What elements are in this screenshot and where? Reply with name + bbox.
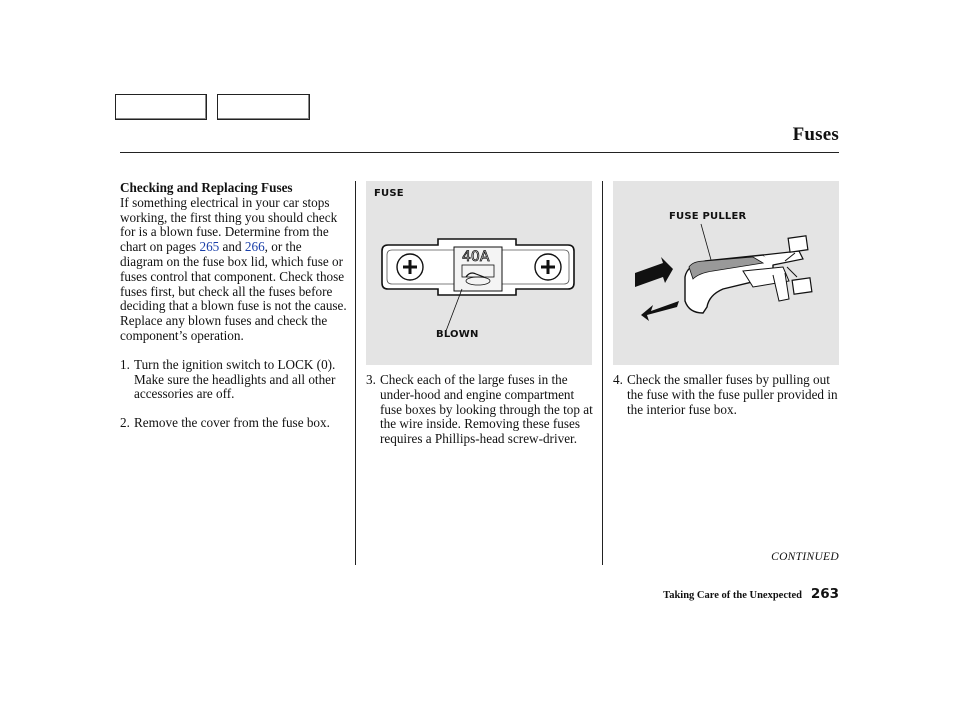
page-number: 263 [810, 586, 839, 602]
label-blown: BLOWN [436, 329, 479, 340]
fuse-puller-figure [613, 181, 839, 365]
title-rule [120, 152, 839, 153]
nav-button-2[interactable] [217, 94, 310, 120]
nav-button-1[interactable] [115, 94, 207, 120]
step-2 [120, 416, 348, 431]
intro-paragraph [120, 196, 348, 344]
intro-text-b: , or the diagram on the fuse box lid, which fuse or fuses control that component. Check those fuses first, but check all the fuses before deciding that a blown fuse is not the cause. Replace any blown fuses and check the component’s operation. [120, 239, 347, 343]
step-text: Check the smaller fuses by pulling out the fuse with the fuse puller provided in the interior fuse box. [627, 372, 838, 417]
column-divider-2 [602, 181, 603, 565]
section-heading: Checking and Replacing Fuses [120, 180, 293, 195]
fuse-figure [366, 181, 592, 365]
step-text: Remove the cover from the fuse box. [134, 415, 330, 431]
column-3-text [613, 373, 839, 417]
step-text: Check each of the large fuses in the under-hood and engine compartment fuse boxes by looking through the top at the wire inside. Removing these fuses requires a Phillips-head screw-driver. [380, 372, 593, 447]
intro-text-a: If something electrical in your car stops working, the first thing you should check for is a blown fuse. Determine from the chart on pages [120, 194, 338, 255]
fuse-puller-illustration [613, 181, 839, 365]
fuse-rating-text: 40A [462, 249, 490, 265]
footer-section-title: Taking Care of the Unexpected [663, 590, 802, 601]
column-1 [120, 181, 348, 431]
continued-label: CONTINUED [771, 551, 839, 563]
column-divider-1 [355, 181, 356, 565]
page-title: Fuses [792, 124, 839, 145]
step-3 [366, 373, 594, 447]
page-link-265[interactable]: 265 [199, 239, 220, 255]
step-number: 3. [366, 372, 376, 387]
step-4 [613, 373, 839, 417]
step-1 [120, 358, 348, 402]
step-number: 4. [613, 372, 623, 387]
step-number: 2. [120, 415, 130, 431]
column-2-text [366, 373, 594, 447]
label-fuse-puller: FUSE PULLER [669, 211, 747, 222]
page-link-266[interactable]: 266 [244, 239, 265, 255]
fuse-illustration [366, 181, 592, 365]
step-text: Turn the ignition switch to LOCK (0). Make sure the headlights and all other accessories are off. [134, 356, 336, 402]
label-fuse: FUSE [374, 188, 404, 199]
step-number: 1. [120, 356, 130, 372]
and-word: and [222, 239, 242, 255]
